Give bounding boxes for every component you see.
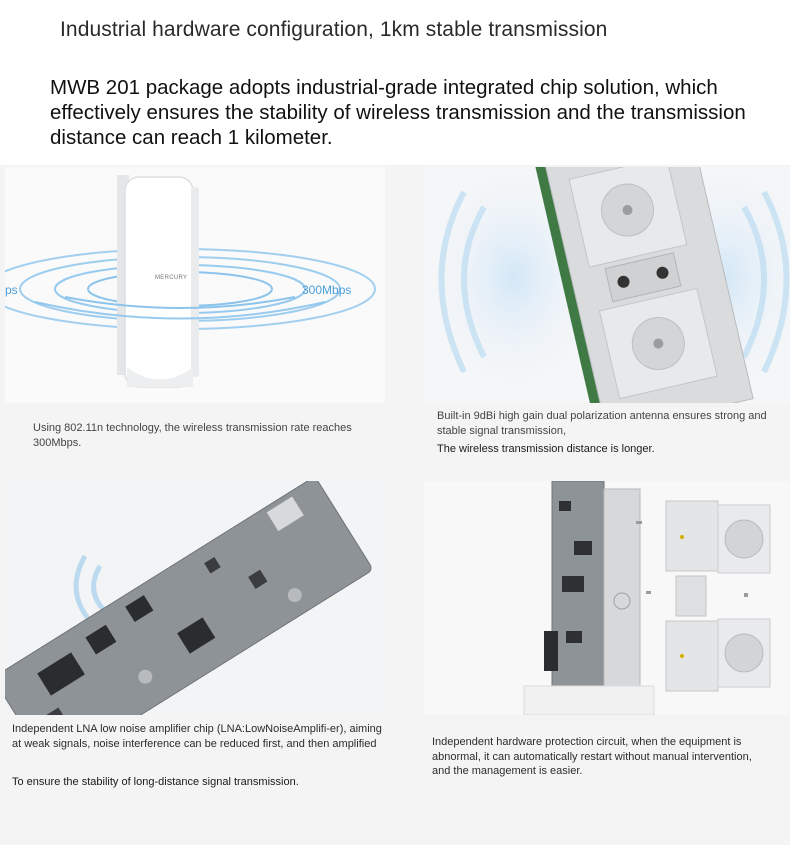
antenna-image	[424, 167, 790, 403]
protection-circuit-image	[424, 481, 790, 715]
device-brand-label: MERCURY	[155, 275, 188, 281]
lna-board-illustration	[5, 481, 385, 715]
device-wifi-image	[5, 167, 385, 403]
caption-protection: Independent hardware protection circuit, when the equipment is abnormal, it can automatically restart without manual intervention, and the management is easier.	[432, 736, 752, 777]
rate-label-left: ps	[5, 283, 18, 297]
caption-antenna: Built-in 9dBi high gain dual polarization antenna ensures strong and stable signal transmission,	[437, 410, 767, 437]
rate-label-right: 300Mbps	[302, 283, 352, 297]
antenna-illustration	[424, 167, 790, 403]
header-section	[0, 0, 790, 165]
caption-lna: Independent LNA low noise amplifier chip (LNA:LowNoiseAmplifi-er), aiming at weak signals, noise interference can be reduced first, and then amplified	[12, 723, 382, 750]
section-description: MWB 201 package adopts industrial-grade integrated chip solution, which effectively ensures the stability of wireless transmission and the transmission distance can reach 1 kilometer.	[50, 76, 746, 149]
caption-antenna-emphasis: The wireless transmission distance is longer.	[437, 443, 655, 455]
lna-chip-image	[5, 481, 385, 715]
caption-rate: Using 802.11n technology, the wireless transmission rate reaches 300Mbps.	[33, 422, 352, 449]
caption-lna-emphasis: To ensure the stability of long-distance signal transmission.	[12, 776, 299, 788]
section-title: Industrial hardware configuration, 1km stable transmission	[60, 18, 608, 41]
exploded-device-illustration	[424, 481, 790, 715]
